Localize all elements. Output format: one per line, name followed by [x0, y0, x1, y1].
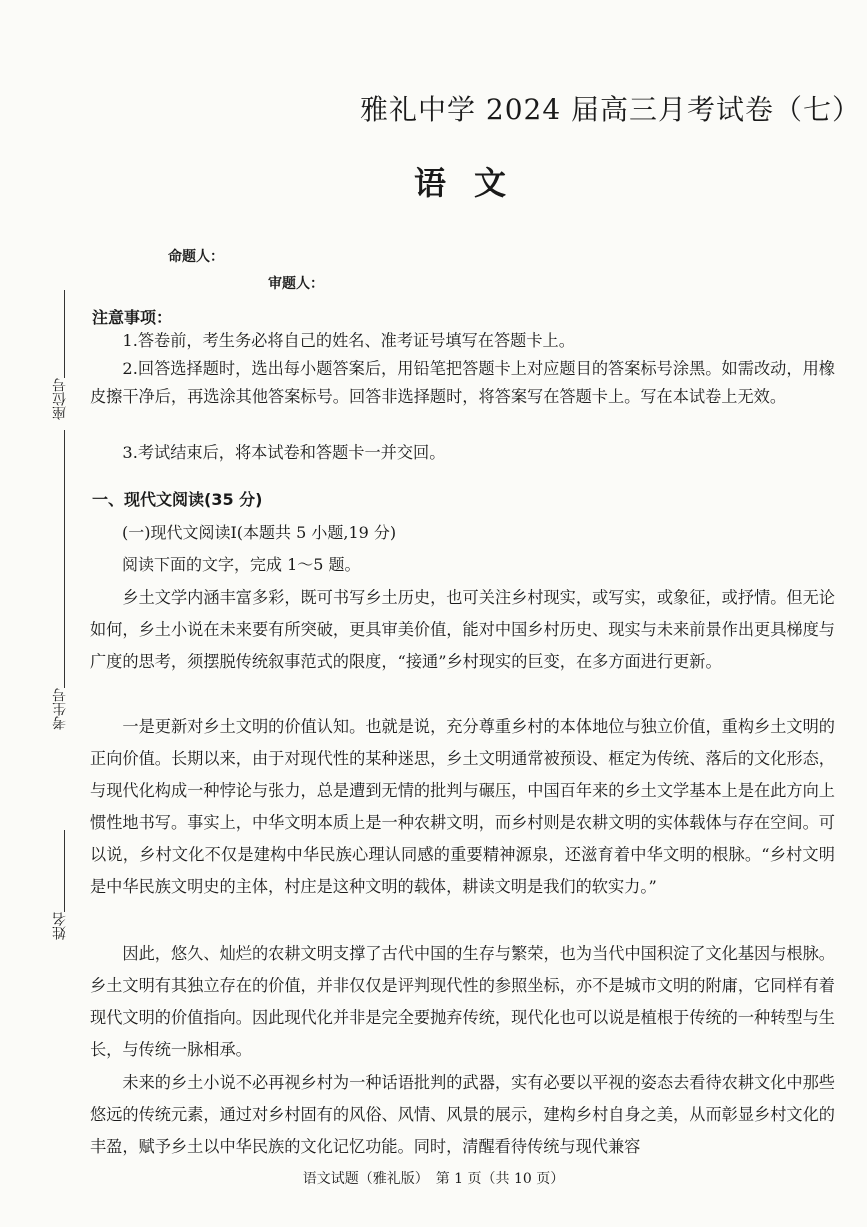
notice-item: 3.考试结束后，将本试卷和答题卡一并交回。	[122, 443, 446, 462]
exam-number-label: 考生号	[52, 688, 68, 730]
margin-rule	[64, 430, 65, 688]
notice-item: 1.答卷前，考生务必将自己的姓名、准考证号填写在答题卡上。	[122, 331, 575, 350]
seat-number-label: 座位号	[52, 378, 68, 420]
student-name-label: 姓名	[52, 912, 68, 940]
author-label: 命题人：	[168, 249, 224, 265]
passage-paragraph: 一是更新对乡土文明的价值认知。也就是说，充分尊重乡村的本体地位与独立价值，重构乡土文明的正向价值。长期以来，由于对现代性的某种迷思，乡土文明通常被预设、框定为传统、落后的文化形态，与现代化构成一种悖论与张力，总是遭到无情的批判与碾压，中国百年来的乡土文学基本上是在此方向上惯性地书写。事实上，中华文明本质上是一种农耕文明，而乡村则是农耕文明的实体载体与存在空间。可以说，乡村文化不仅是建构中华民族心理认同感的重要精神源泉，还滋育着中华文明的根脉。“乡村文明是中华民族文明史的主体，村庄是这种文明的载体，耕读文明是我们的软实力。”	[90, 717, 835, 896]
margin-rule	[64, 290, 65, 378]
sub-section-heading: (一)现代文阅读Ⅰ(本题共 5 小题,19 分)	[122, 523, 397, 542]
passage-paragraph: 乡土文学内涵丰富多彩，既可书写乡土历史，也可关注乡村现实，或写实，或象征，或抒情。但无论如何，乡土小说在未来要有所突破，更具审美价值，能对中国乡村历史、现实与未来前景作出更具梯度与广度的思考，须摆脱传统叙事范式的限度，“接通”乡村现实的巨变，在多方面进行更新。	[90, 588, 835, 671]
reading-instruction: 阅读下面的文字，完成 1～5 题。	[122, 555, 361, 574]
notice-item: 2.回答选择题时，选出每小题答案后，用铅笔把答题卡上对应题目的答案标号涂黑。如需改动，用橡皮擦干净后，再选涂其他答案标号。回答非选择题时，将答案写在答题卡上。写在本试卷上无效。	[90, 359, 835, 406]
passage-paragraph: 未来的乡土小说不必再视乡村为一种话语批判的武器，实有必要以平视的姿态去看待农耕文化中那些悠远的传统元素，通过对乡村固有的风俗、风情、风景的展示，建构乡村自身之美，从而彰显乡村文化的丰盈，赋予乡土以中华民族的文化记忆功能。同时，清醒看待传统与现代兼容	[90, 1073, 835, 1156]
section-heading: 一、现代文阅读(35 分)	[92, 490, 263, 509]
reviewer-label: 审题人：	[268, 276, 324, 292]
binding-margin	[0, 0, 80, 1227]
notice-heading: 注意事项：	[92, 308, 173, 327]
exam-title: 雅礼中学 2024 届高三月考试卷（七）	[360, 93, 862, 126]
page-footer: 语文试题（雅礼版） 第 1 页（共 10 页）	[302, 1171, 565, 1187]
margin-rule	[64, 830, 65, 912]
passage-paragraph: 因此，悠久、灿烂的农耕文明支撑了古代中国的生存与繁荣，也为当代中国积淀了文化基因与根脉。乡土文明有其独立存在的价值，并非仅仅是评判现代性的参照坐标，亦不是城市文明的附庸，它同样有着现代文明的价值指向。因此现代化并非是完全要抛弃传统，现代化也可以说是植根于传统的一种转型与生长，与传统一脉相承。	[90, 944, 835, 1059]
subject-title: 语文	[414, 164, 535, 202]
